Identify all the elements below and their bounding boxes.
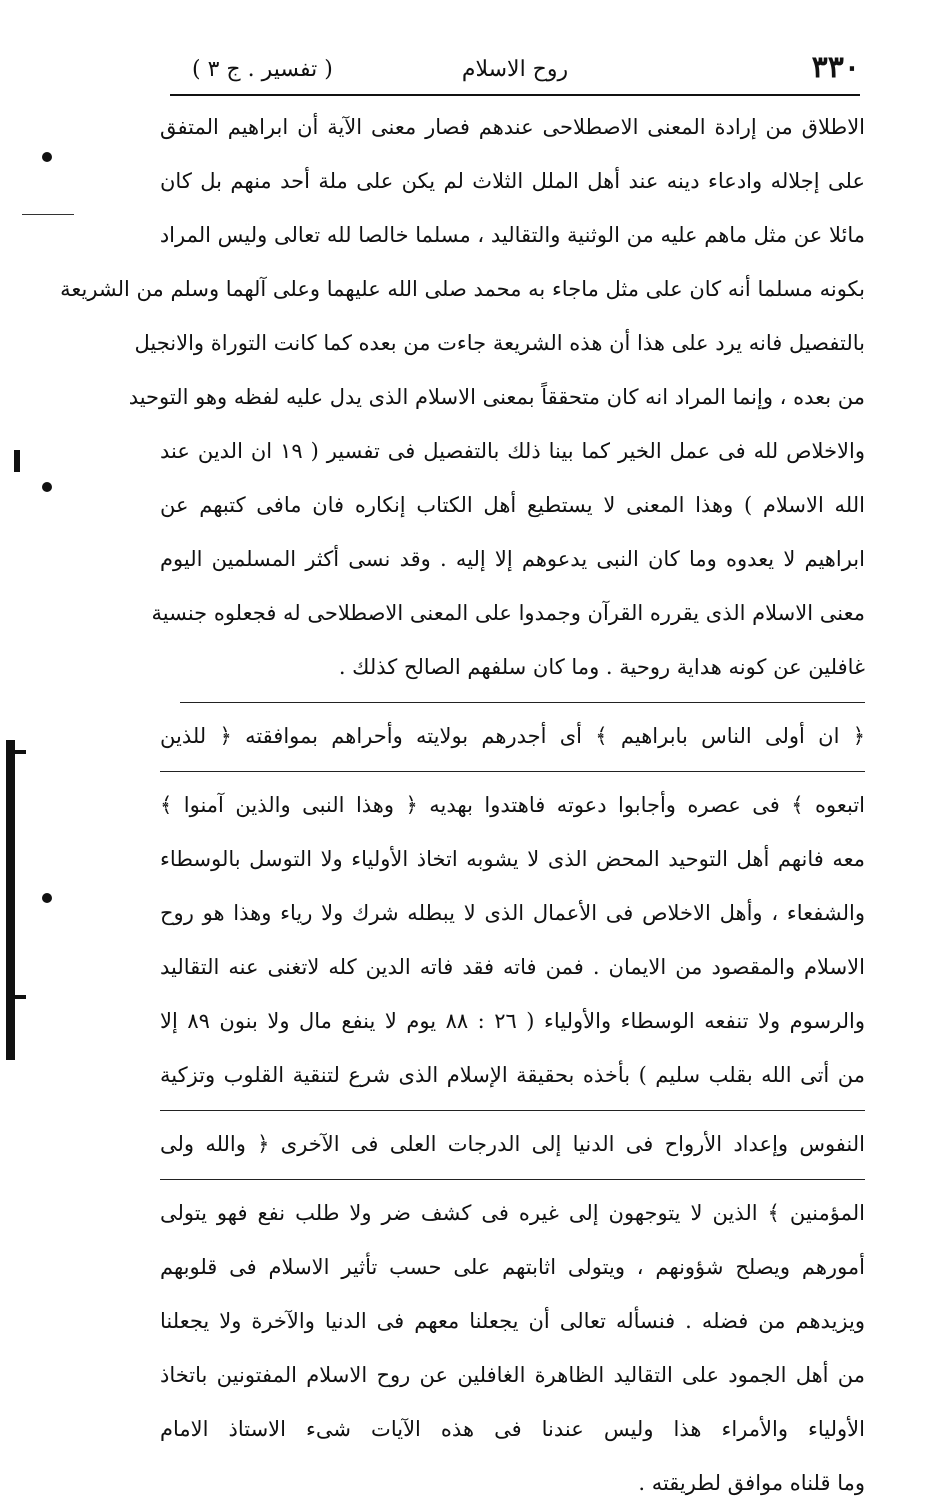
separator-rule <box>160 1110 865 1111</box>
text-line: من أهل الجمود على التقاليد الظاهرة الغافلين عن روح الاسلام المفتونين باتخاذ <box>160 1363 865 1387</box>
paragraph-commentary <box>160 778 865 1102</box>
text-line: أمورهم ويصلح شؤونهم ، ويتولى اثابتهم على حسب تأثير الاسلام فى قلوبهم <box>160 1255 865 1279</box>
text-line: من أتى الله بقلب سليم ) بأخذه بحقيقة الإسلام الذى شرع لتنقية القلوب وتزكية <box>160 1063 865 1087</box>
page-number: ٣٣٠ <box>811 50 860 85</box>
verse-line: ﴿ ان أولى الناس بابراهيم ﴾ أى أجدرهم بولايته وأحراهم بموافقته ﴿ للذين <box>160 724 865 748</box>
separator-rule <box>180 702 865 703</box>
separator-rule <box>160 1179 865 1180</box>
margin-speck <box>42 152 52 162</box>
text-line: والرسوم ولا تنفعه الوسطاء والأولياء ( ٢٦ : ٨٨ يوم لا ينفع مال ولا بنون ٨٩ إلا <box>160 1009 865 1033</box>
text-line: ويزيدهم من فضله . فنسأله تعالى أن يجعلنا معهم فى الدنيا والآخرة ولا يجعلنا <box>160 1309 866 1333</box>
text-line: الاسلام والمقصود من الايمان . فمن فاته فقد فاته الدين كله لاتغنى عنه التقاليد <box>160 955 865 979</box>
text-line: اتبعوه ﴾ فى عصره وأجابوا دعوته فاهتدوا بهديه ﴿ وهذا النبى والذين آمنوا ﴾ <box>160 793 865 817</box>
text-line: الله الاسلام ) وهذا المعنى لا يستطيع أهل الكتاب إنكاره فان مافى كتبهم عن <box>160 493 865 517</box>
header-rule <box>170 94 860 96</box>
paragraph-verse <box>160 1117 865 1171</box>
margin-speck <box>42 893 52 903</box>
text-line: معه فانهم أهل التوحيد المحض الذى لا يشوبه اتخاذ الأولياء ولا التوسل بالوسطاء <box>160 847 865 871</box>
text-line: معنى الاسلام الذى يقرره القرآن وجمدوا على المعنى الاصطلاحى له فجعلوه جنسية <box>151 601 865 625</box>
paragraph-verse <box>160 709 865 763</box>
paragraph-commentary <box>60 100 865 694</box>
text-line: الأولياء والأمراء هذا وليس عندنا فى هذه الآيات شىء الاستاذ الامام <box>160 1417 865 1441</box>
text-line: وما قلناه موافق لطريقته . <box>638 1471 865 1495</box>
margin-bar <box>14 450 20 472</box>
volume-reference: ( تفسير . ج ٣ ) <box>192 57 333 82</box>
verse-line: النفوس وإعداد الأرواح فى الدنيا إلى الدرجات العلى فى الآخرى ﴿ والله ولى <box>160 1132 865 1156</box>
text-line: من بعده ، وإنما المراد انه كان متحققاً بمعنى الاسلام الذى يدل عليه لفظه وهو التوحيد <box>128 385 865 409</box>
text-line: مائلا عن مثل ماهم عليه من الوثنية والتقاليد ، مسلما خالصا لله تعالى وليس المراد <box>159 223 865 247</box>
text-line: المؤمنين ﴾ الذين لا يتوجهون إلى غيره فى كشف ضر ولا طلب نفع فهو يتولى <box>160 1201 865 1225</box>
margin-bar <box>6 740 15 1060</box>
separator-rule <box>160 771 865 772</box>
margin-dash <box>22 214 74 215</box>
text-line: ابراهيم لا يعدوه وما كان النبى يدعوهم إلا إليه . وقد نسى أكثر المسلمين اليوم <box>160 547 865 571</box>
running-title: روح الاسلام <box>461 57 569 82</box>
text-line: بالتفصيل فانه يرد على هذا أن هذه الشريعة جاءت من بعده كما كانت التوراة والانجيل <box>134 331 865 355</box>
body-text <box>60 100 866 1510</box>
text-line: الاطلاق من إرادة المعنى الاصطلاحى عندهم فصار معنى الآية أن ابراهيم المتفق <box>160 115 865 139</box>
margin-speck <box>42 482 52 492</box>
text-line: والاخلاص لله فى عمل الخير كما بينا ذلك بالتفصيل فى تفسير ( ١٩ ان الدين عند <box>160 439 865 463</box>
margin-tick <box>6 995 26 999</box>
margin-tick <box>6 750 26 754</box>
text-line: والشفعاء ، وأهل الاخلاص فى الأعمال الذى لا يبطله شرك ولا رياء وهذا هو روح <box>160 901 865 925</box>
page-header <box>170 48 860 90</box>
paragraph-commentary <box>160 1186 865 1510</box>
text-line: بكونه مسلما أنه كان على مثل ماجاء به محمد صلى الله عليهما وعلى آلهما وسلم من الشريعة <box>60 277 865 301</box>
text-line: على إجلاله وادعاء دينه عند أهل الملل الثلاث لم يكن على ملة أحد منهم بل كان <box>160 169 865 193</box>
text-line: غافلين عن كونه هداية روحية . وما كان سلفهم الصالح كذلك . <box>338 655 865 679</box>
